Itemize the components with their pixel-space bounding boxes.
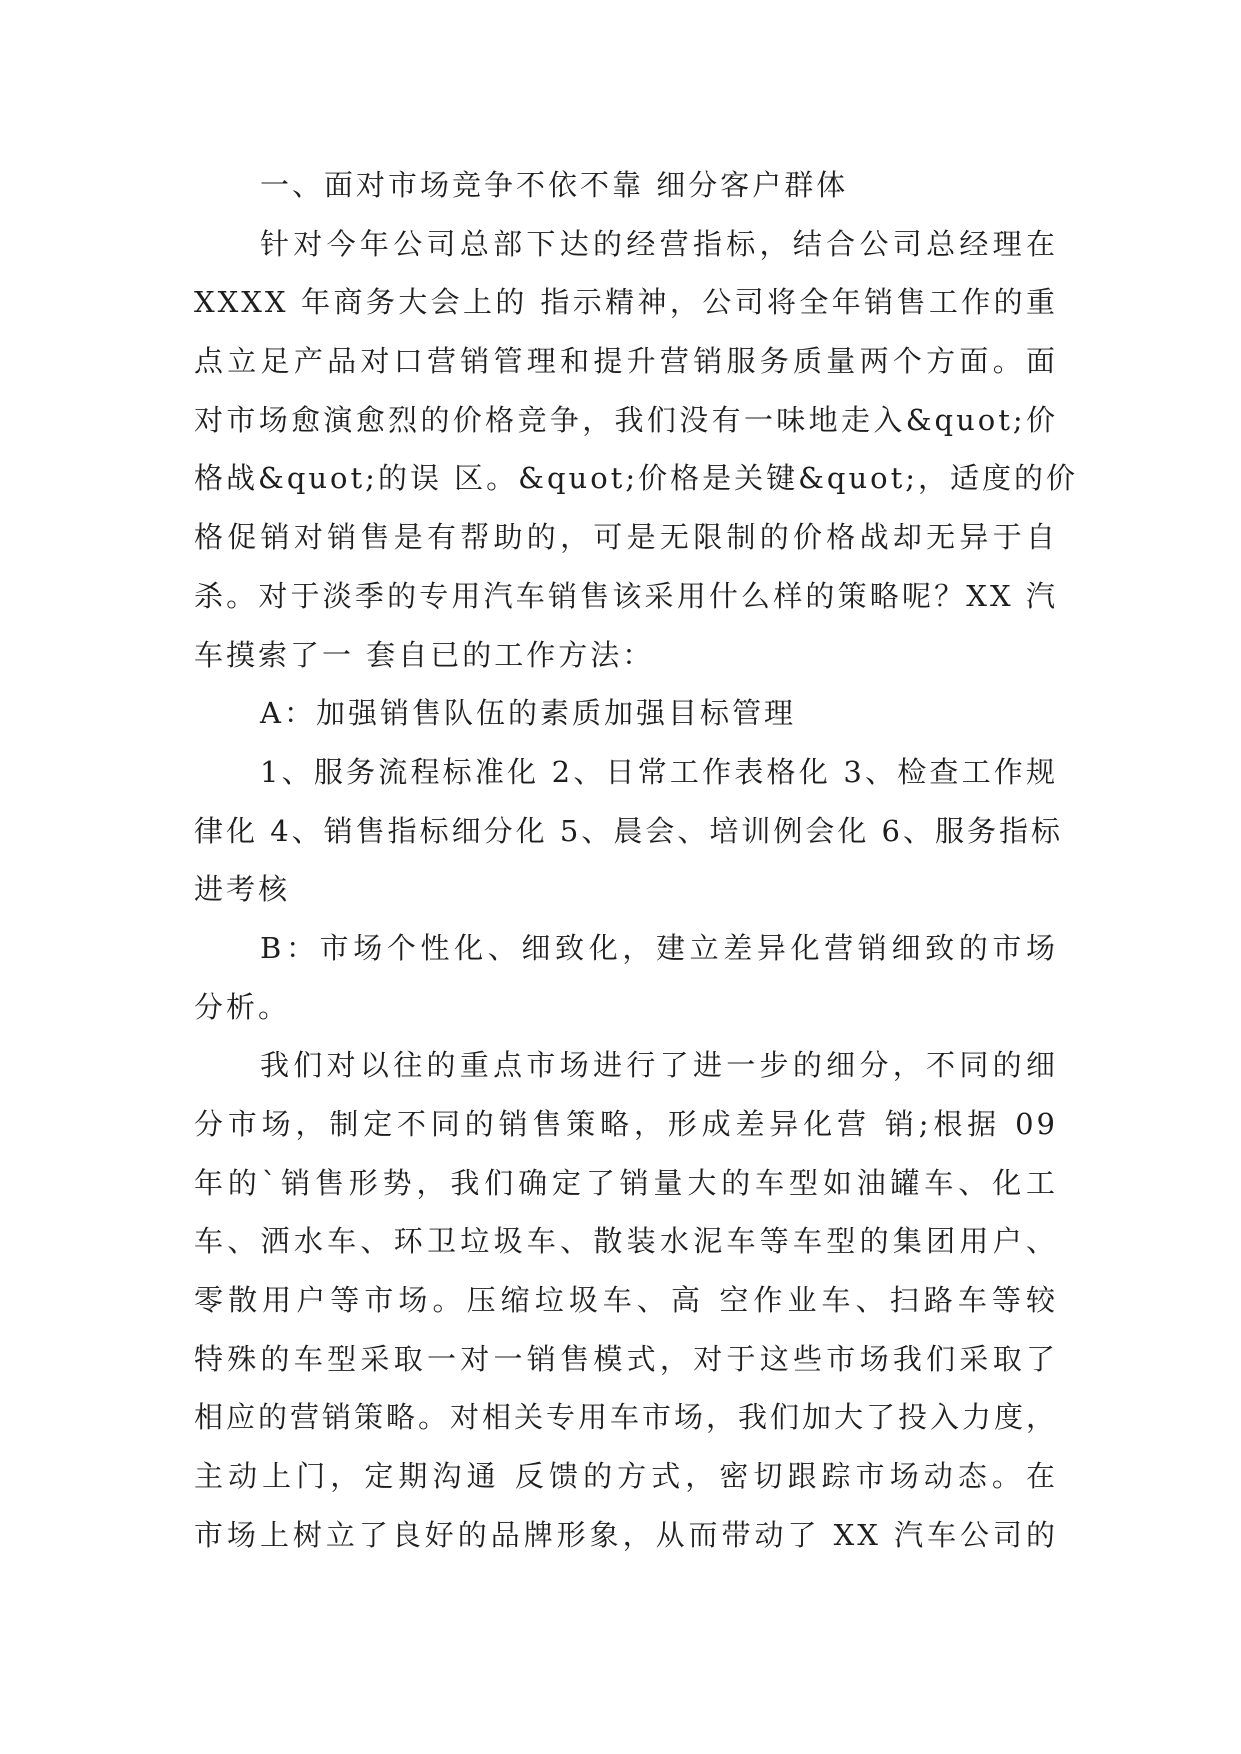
text-line: 相应的营销策略。对相关专用车市场，我们加大了投入力度， (194, 1400, 1059, 1435)
text-line: 零散用户等市场。压缩垃圾车、高 空作业车、扫路车等较 (194, 1283, 1058, 1318)
paragraph (194, 1036, 1058, 1564)
text-line: 主动上门，定期沟通 反馈的方式，密切跟踪市场动态。在 (194, 1459, 1058, 1494)
text-line: 分析。 (194, 989, 291, 1024)
text-line: 特殊的车型采取一对一销售模式，对于这些市场我们采取了 (194, 1341, 1058, 1376)
text-line: 格战&quot;的误 区。&quot;价格是关键&quot;，适度的价 (194, 461, 1079, 496)
paragraph (194, 215, 1079, 685)
paragraph (194, 743, 1064, 919)
text-line: B：市场个性化、细致化，建立差异化营销细致的市场 (260, 930, 1058, 965)
text-line: 对市场愈演愈烈的价格竞争，我们没有一味地走入&quot;价 (194, 402, 1058, 437)
text-line: 杀。对于淡季的专用汽车销售该采用什么样的策略呢？XX 汽 (194, 578, 1058, 613)
text-line: 车摸索了一 套自已的工作方法： (194, 637, 655, 672)
text-line: 点立足产品对口营销管理和提升营销服务质量两个方面。面 (194, 344, 1058, 379)
text-line: 市场上树立了良好的品牌形象，从而带动了 XX 汽车公司的 (194, 1517, 1058, 1552)
text-line: 1、服务流程标准化 2、日常工作表格化 3、检查工作规 (260, 754, 1058, 789)
text-line: 一、面对市场竞争不依不靠 细分客户群体 (260, 168, 849, 202)
text-line: A：加强销售队伍的素质加强目标管理 (260, 696, 796, 731)
text-line: XXXX 年商务大会上的 指示精神，公司将全年销售工作的重 (194, 285, 1058, 320)
text-line: 格促销对销售是有帮助的，可是无限制的价格战却无异于自 (194, 520, 1058, 555)
text-line: 年的`销售形势，我们确定了销量大的车型如油罐车、化工 (194, 1165, 1058, 1200)
subheading-a (194, 684, 1058, 743)
text-line: 分市场，制定不同的销售策略，形成差异化营 销;根据 09 (194, 1107, 1058, 1141)
document-body (194, 156, 1079, 1565)
text-line: 我们对以往的重点市场进行了进一步的细分，不同的细 (260, 1048, 1058, 1083)
section-heading (194, 156, 1058, 215)
text-line: 律化 4、销售指标细分化 5、晨会、培训例会化 6、服务指标 (194, 813, 1064, 848)
text-line: 车、洒水车、环卫垃圾车、散装水泥车等车型的集团用户、 (194, 1224, 1058, 1259)
text-line: 进考核 (194, 872, 291, 907)
subheading-b (194, 919, 1058, 1036)
text-line: 针对今年公司总部下达的经营指标，结合公司总经理在 (260, 226, 1058, 261)
